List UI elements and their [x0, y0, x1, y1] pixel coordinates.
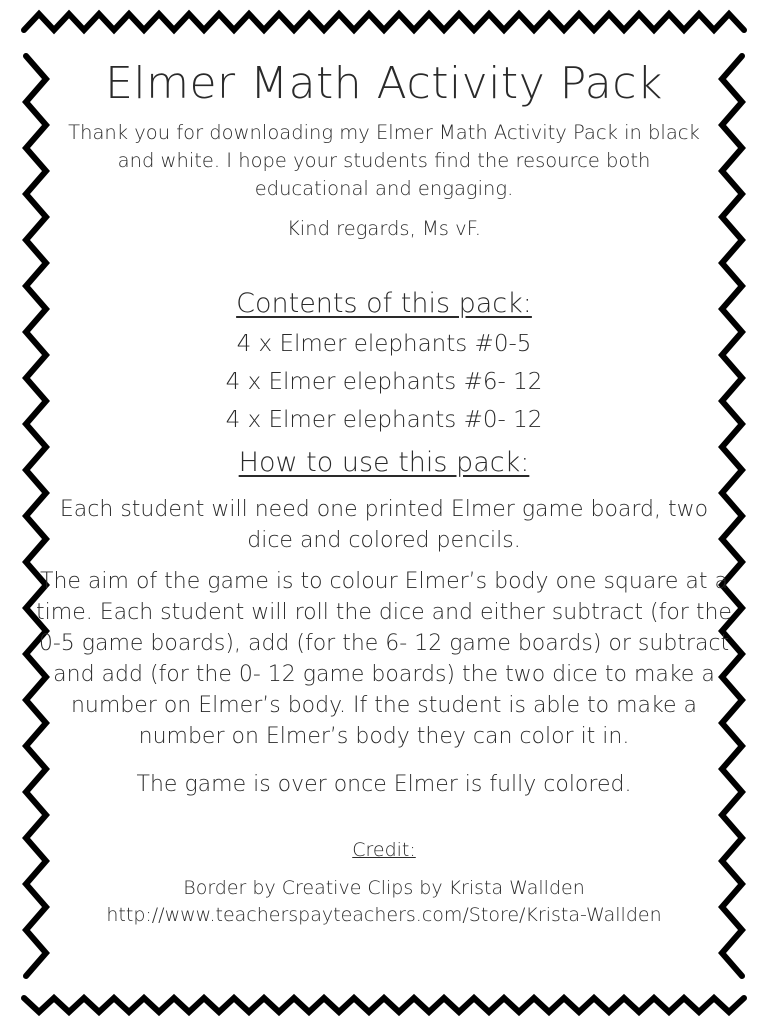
contents-heading: Contents of this pack:: [236, 288, 532, 319]
contents-item: 4 x Elmer elephants #6- 12: [225, 369, 543, 395]
intro-paragraph: Thank you for downloading my Elmer Math Activity Pack in black and white. I hope your students find the resource both educational and engaging.: [68, 121, 700, 200]
credit-heading: Credit:: [352, 839, 416, 861]
howto-aim-paragraph: The aim of the game is to colour Elmer’s body one square at a time. Each student will roll the dice and either subtract (for the 0-5 game boards), add (for the 6- 12 game boards) or subtract and add (for the 0- 12 game boards) the two dice to make a number on Elmer’s body. If the student is able to make a number on Elmer’s body they can color it in.: [36, 569, 732, 749]
howto-materials-paragraph: Each student will need one printed Elmer game board, two dice and colored pencils.: [59, 497, 709, 553]
document-body: [36, 52, 732, 929]
regards-line: Kind regards, Ms vF.: [287, 217, 481, 240]
contents-item: 4 x Elmer elephants #0-5: [236, 331, 532, 357]
page-title: Elmer Math Activity Pack: [105, 58, 663, 109]
credit-url: http://www.teacherspayteachers.com/Store/Krista-Wallden: [106, 904, 662, 926]
howto-heading: How to use this pack:: [238, 447, 530, 478]
howto-end-paragraph: The game is over once Elmer is fully colored.: [136, 772, 632, 797]
contents-list: [40, 331, 728, 433]
contents-item: 4 x Elmer elephants #0- 12: [225, 407, 543, 433]
credit-line: Border by Creative Clips by Krista Wallden: [183, 877, 585, 899]
